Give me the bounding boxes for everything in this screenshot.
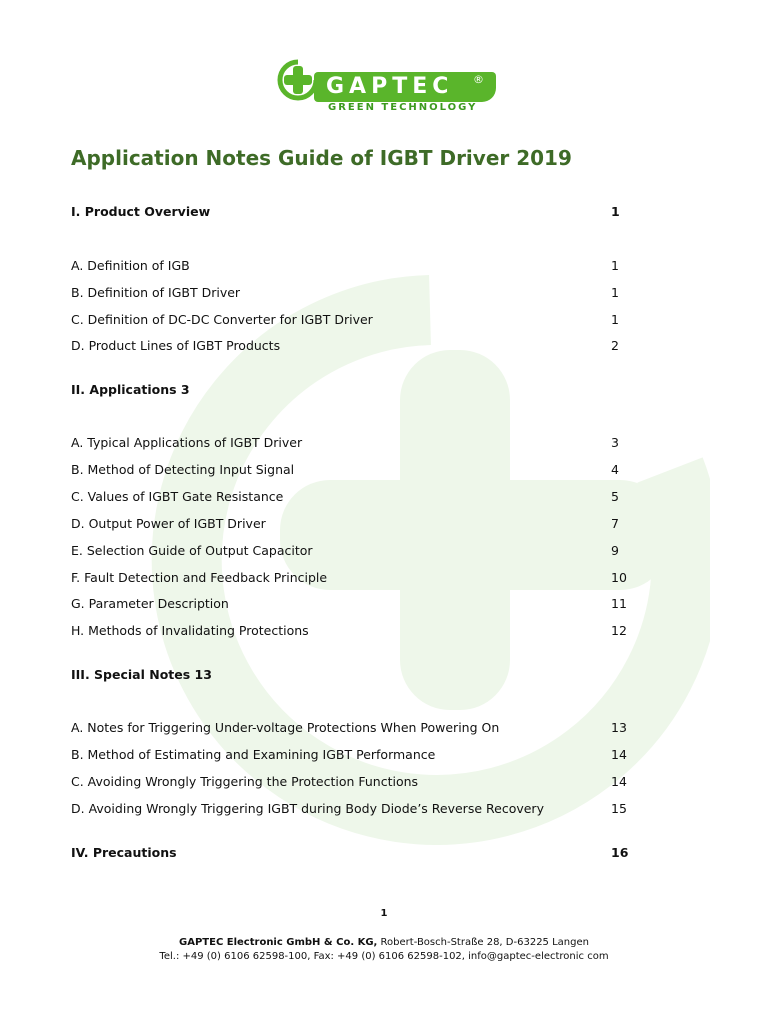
toc-entry-page: 12	[611, 623, 627, 638]
toc-entry-label: H. Methods of Invalidating Protections	[71, 623, 309, 638]
toc-entry-label: IV. Precautions	[71, 845, 177, 860]
toc-entry-page: 1	[611, 204, 620, 219]
toc-entry-label: C. Values of IGBT Gate Resistance	[71, 489, 284, 504]
toc-entry	[71, 487, 631, 507]
toc-entry-page: 14	[611, 774, 627, 789]
toc-section-heading	[71, 665, 631, 685]
toc-entry-page: 14	[611, 747, 627, 762]
toc-entry-label: C. Definition of DC-DC Converter for IGBT Driver	[71, 312, 373, 327]
toc-entry-label: F. Fault Detection and Feedback Principle	[71, 570, 328, 585]
toc-entry-label: II. Applications 3	[71, 382, 190, 397]
toc-entry-label: B. Method of Detecting Input Signal	[71, 462, 295, 477]
toc-entry-label: A. Typical Applications of IGBT Driver	[71, 435, 303, 450]
toc-entry-page: 1	[611, 258, 619, 273]
toc-entry-page: 4	[611, 462, 619, 477]
footer-contact: Tel.: +49 (0) 6106 62598-100, Fax: +49 (0) 6106 62598-102, info@gaptec-electronic com	[159, 951, 609, 962]
footer	[0, 936, 768, 964]
toc-entry-page: 16	[611, 845, 629, 860]
toc-entry-page: 7	[611, 516, 619, 531]
toc-section-heading	[71, 380, 631, 400]
toc-entry	[71, 772, 631, 792]
toc-entry	[71, 460, 631, 480]
toc-entry-label: D. Output Power of IGBT Driver	[71, 516, 266, 531]
toc-entry	[71, 799, 631, 819]
toc-entry-page: 13	[611, 720, 627, 735]
toc-entry	[71, 514, 631, 534]
toc-entry-page: 3	[611, 435, 619, 450]
toc-entry-page: 15	[611, 801, 627, 816]
toc-entry	[71, 541, 631, 561]
toc-entry-label: A. Definition of IGB	[71, 258, 190, 273]
toc-entry-label: C. Avoiding Wrongly Triggering the Protection Functions	[71, 774, 419, 789]
toc-entry-label: I. Product Overview	[71, 204, 211, 219]
footer-address-line	[0, 936, 768, 950]
footer-company: GAPTEC Electronic GmbH & Co. KG,	[179, 937, 378, 948]
toc-entry-label: III. Special Notes 13	[71, 667, 212, 682]
toc-entry-label: G. Parameter Description	[71, 596, 229, 611]
footer-address: Robert-Bosch-Straße 28, D-63225 Langen	[377, 937, 589, 948]
toc-entry	[71, 621, 631, 641]
toc-entry-label: E. Selection Guide of Output Capacitor	[71, 543, 313, 558]
toc-section-heading	[71, 202, 631, 222]
page-number: 1	[380, 908, 388, 919]
toc-section-heading	[71, 843, 631, 863]
toc-entry-page: 10	[611, 570, 627, 585]
toc-entry	[71, 568, 631, 588]
toc-entry-page: 11	[611, 596, 627, 611]
toc-entry-page: 2	[611, 338, 619, 353]
toc-entry-label: B. Method of Estimating and Examining IGBT Performance	[71, 747, 436, 762]
toc-entry	[71, 745, 631, 765]
toc-entry-page: 9	[611, 543, 619, 558]
toc-entry-page: 1	[611, 312, 619, 327]
document-title: Application Notes Guide of IGBT Driver 2019	[71, 146, 572, 170]
logo-name: GAPTEC	[326, 74, 454, 99]
table-of-contents	[71, 0, 631, 1024]
logo-subtitle: GREEN TECHNOLOGY	[328, 102, 478, 113]
logo-registered-mark: ®	[473, 73, 484, 86]
toc-entry-label: B. Definition of IGBT Driver	[71, 285, 241, 300]
toc-entry	[71, 718, 631, 738]
toc-entry	[71, 283, 631, 303]
toc-entry	[71, 433, 631, 453]
toc-entry	[71, 336, 631, 356]
toc-entry-page: 5	[611, 489, 619, 504]
toc-entry	[71, 256, 631, 276]
toc-entry-label: D. Product Lines of IGBT Products	[71, 338, 281, 353]
toc-entry-label: A. Notes for Triggering Under-voltage Protections When Powering On	[71, 720, 500, 735]
toc-entry-label: D. Avoiding Wrongly Triggering IGBT during Body Diode’s Reverse Recovery	[71, 801, 544, 816]
toc-entry	[71, 310, 631, 330]
toc-entry	[71, 594, 631, 614]
toc-entry-page: 1	[611, 285, 619, 300]
